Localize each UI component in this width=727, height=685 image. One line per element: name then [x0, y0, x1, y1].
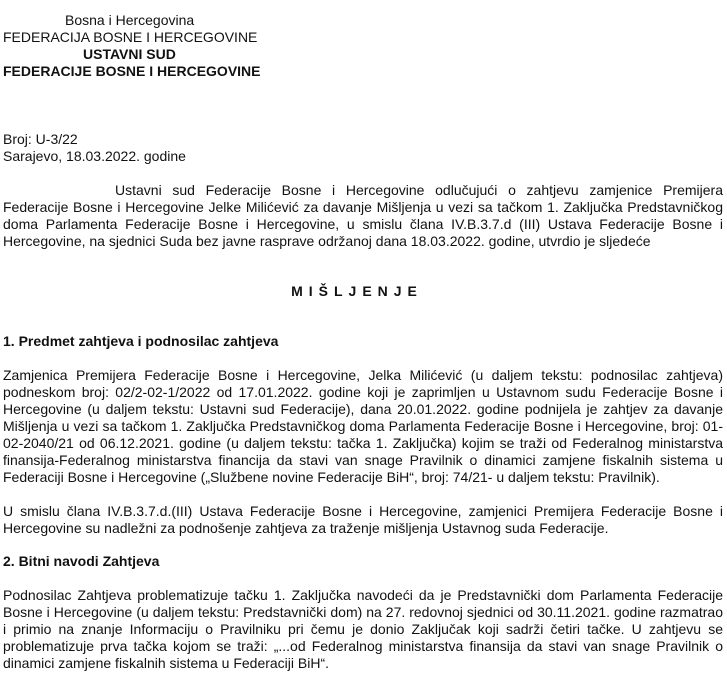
- section-1-paragraph-1: Zamjenica Premijera Federacije Bosne i Hercegovine, Jelka Milićević (u daljem tekstu: podnosilac zahtjeva) podneskom broj: 02/2-02-1/2022 od 17.01.2022. godine koji je zaprimljen u Ustavnom sudu Federacije Bosne i Hercegovine (u daljem tekstu: Ustavni sud Federacije), dana 20.01.2022. godine podnijela je zahtjev za davanje Mišljenja u vezi sa tačkom 1. Zaključka Predstavničkog doma Parlamenta Federacije Bosne i Hercegovine, broj: 01-02-2040/21 od 06.12.2021. godine (u daljem tekstu: tačka 1. Zaključka) kojim se traži od Federalnog ministarstva finansija-Federalnog ministarstva financija da stavi van snage Pravilnik o dinamici zamjene fiskalnih sistema u Federaciji Bosne i Hercegovine („Službene novine Federacije BiH“, broj: 74/21- u daljem tekstu: Pravilnik).: [3, 367, 723, 485]
- federation-name: FEDERACIJA BOSNE I HERCEGOVINE: [3, 29, 258, 45]
- court-name: USTAVNI SUD: [83, 46, 176, 62]
- intro-paragraph: Ustavni sud Federacije Bosne i Hercegovine odlučujući o zahtjevu zamjenice Premijera Federacije Bosne i Hercegovine Jelke Milićević za davanje Mišljenja u vezi sa tačkom 1. Zaključka Predstavničkog doma Parlamenta Federacije Bosne i Hercegovine, u smislu člana IV.B.3.7.d (III) Ustava Federacije Bosne i Hercegovine, na sjednici Suda bez javne rasprave održanoj dana 18.03.2022. godine, utvrdio je sljedeće: [3, 182, 723, 249]
- country-name: Bosna i Hercegovina: [65, 12, 195, 28]
- document-title: MIŠLJENJE: [291, 283, 423, 299]
- document-page: [3, 12, 723, 672]
- court-jurisdiction: FEDERACIJE BOSNE I HERCEGOVINE: [3, 63, 261, 79]
- case-number: Broj: U-3/22: [3, 131, 78, 147]
- document-meta: [3, 131, 723, 165]
- section-2-paragraph-1: Podnosilac Zahtjeva problematizuje tačku 1. Zaključka navodeći da je Predstavnički dom Parlamenta Federacije Bosne i Hercegovine (u daljem tekstu: Predstavnički dom) na 27. redovnoj sjednici od 30.11.2021. godine razmatrao i primio na znanje Informaciju o Pravilniku pri čemu je donio Zaključak koji sadrži četiri tačke. U zahtjevu se problematizuje prva tačka kojom se traži: „...od Federalnog ministarstva finansija da stavi van snage Pravilnik o dinamici zamjene fiskalnih sistema u Federaciji BiH“.: [3, 587, 723, 671]
- section-heading-2: 2. Bitni navodi Zahtjeva: [3, 553, 160, 569]
- section-1-paragraph-2: U smislu člana IV.B.3.7.d.(III) Ustava Federacije Bosne i Hercegovine, zamjenici Premijera Federacije Bosne i Hercegovine su nadležni za podnošenje zahtjeva za traženje mišljenja Ustavnog suda Federacije.: [3, 503, 723, 536]
- document-header: [3, 12, 723, 80]
- place-date: Sarajevo, 18.03.2022. godine: [3, 148, 186, 164]
- section-heading-1: 1. Predmet zahtjeva i podnosilac zahtjeva: [3, 333, 279, 349]
